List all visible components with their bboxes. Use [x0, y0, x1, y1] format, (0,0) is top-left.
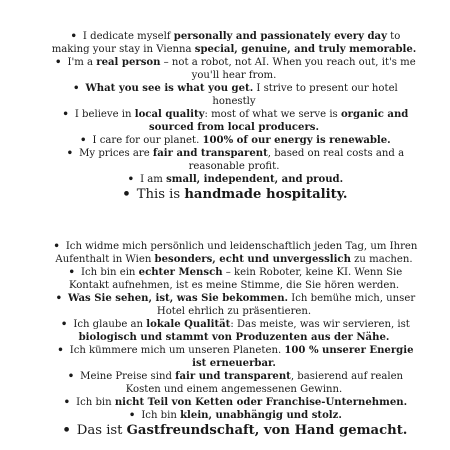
- body-text: I'm a: [67, 57, 97, 68]
- bullet-dot-icon: •: [62, 109, 69, 120]
- bullet-dot-icon: •: [55, 293, 63, 304]
- bullet-dot-icon: •: [60, 319, 68, 330]
- body-text: Meine Preise sind: [80, 371, 176, 382]
- bullet-item: [48, 240, 420, 266]
- bullet-item: [48, 396, 420, 409]
- bold-text: besonders, echt und unvergesslich: [154, 254, 351, 265]
- bold-text: lokale Qualität: [146, 319, 231, 330]
- body-text: Ich bin ein: [80, 267, 139, 278]
- bullet-item: [48, 318, 420, 344]
- english-bullet-list: [48, 30, 420, 203]
- bullet-dot-icon: •: [122, 187, 131, 202]
- bold-text: klein, unabhängig und stolz.: [180, 410, 342, 421]
- bold-text: What you see is what you get.: [85, 83, 254, 94]
- bullet-item: [48, 173, 420, 186]
- bullet-item: [48, 422, 420, 439]
- body-text: I strive to present our hotel honestly: [212, 83, 398, 107]
- bullet-dot-icon: •: [55, 57, 62, 68]
- german-bullet-list: [48, 240, 420, 439]
- body-text: I care for our planet.: [92, 135, 203, 146]
- bullet-dot-icon: •: [70, 31, 77, 42]
- bullet-item: [48, 344, 420, 370]
- bold-text: Gastfreundschaft, von Hand gemacht.: [126, 423, 408, 438]
- bullet-item: [48, 30, 420, 56]
- bullet-item: [48, 409, 420, 422]
- bold-text: personally and passionately every day: [173, 31, 387, 42]
- body-text: zu machen.: [350, 254, 413, 265]
- bullet-dot-icon: •: [68, 267, 75, 278]
- bullet-dot-icon: •: [128, 410, 136, 421]
- bullet-item: [48, 292, 420, 318]
- body-text: : most of what we serve is: [204, 109, 341, 120]
- bold-text: handmade hospitality.: [184, 187, 348, 202]
- bullet-item: [48, 134, 420, 147]
- body-text: My prices are: [79, 148, 153, 159]
- body-text: Das ist: [76, 423, 127, 438]
- body-text: I dedicate myself: [82, 31, 174, 42]
- bold-text: fair und transparent: [175, 371, 291, 382]
- body-text: – kein Roboter, keine KI. Wenn Sie Kontakt aufnehmen, ist es meine Stimme, die Sie hören werden.: [68, 267, 403, 291]
- body-text: Ich widme mich persönlich und leidenschaftlich jeden Tag, um Ihren Aufenthalt in Wien: [55, 241, 418, 265]
- body-text: , basierend auf realen Kosten und einem angemessenen Gewinn.: [125, 371, 404, 395]
- bold-text: Was Sie sehen, ist, was Sie bekommen.: [68, 293, 289, 304]
- bullet-dot-icon: •: [80, 135, 87, 146]
- body-text: I believe in: [74, 109, 135, 120]
- bullet-dot-icon: •: [63, 397, 71, 408]
- body-text: Ich bemühe mich, unser Hotel ehrlich zu präsentieren.: [156, 293, 416, 317]
- bullet-item: [48, 56, 420, 82]
- bold-text: real person: [96, 57, 161, 68]
- body-text: to making your stay in Vienna: [51, 31, 401, 55]
- bullet-item: [48, 147, 420, 173]
- bullet-dot-icon: •: [53, 241, 60, 252]
- bullet-dot-icon: •: [62, 423, 71, 438]
- bold-text: 100 % unserer Energie ist erneuerbar.: [192, 345, 414, 369]
- bold-text: biologisch und stammt von Produzenten aus der Nähe.: [78, 332, 390, 343]
- bullet-item: [48, 108, 420, 134]
- body-text: I am: [140, 174, 167, 185]
- bullet-item: [48, 186, 420, 203]
- body-text: – not a robot, not AI. When you reach out, it's me you'll hear from.: [160, 57, 416, 81]
- body-text: Ich bin: [141, 410, 181, 421]
- bullet-dot-icon: •: [67, 371, 75, 382]
- body-text: : Das meiste, was wir servieren, ist: [230, 319, 410, 330]
- body-text: Ich bin: [76, 397, 115, 408]
- body-text: Ich glaube an: [73, 319, 147, 330]
- bullet-dot-icon: •: [127, 174, 135, 185]
- bullet-item: [48, 82, 420, 108]
- bold-text: organic and sourced from local producers.: [149, 109, 409, 133]
- body-text: Ich kümmere mich um unseren Planeten.: [69, 345, 285, 356]
- body-text: This is: [136, 187, 185, 202]
- bullet-item: [48, 370, 420, 396]
- bold-text: echter Mensch: [138, 267, 223, 278]
- body-text: , based on real costs and a reasonable profit.: [188, 148, 405, 172]
- bold-text: small, independent, and proud.: [166, 174, 344, 185]
- bold-text: special, genuine, and truly memorable.: [194, 44, 417, 55]
- bold-text: local quality: [134, 109, 205, 120]
- bullet-dot-icon: •: [73, 83, 80, 94]
- bold-text: 100% of our energy is renewable.: [202, 135, 391, 146]
- bullet-dot-icon: •: [57, 345, 64, 356]
- bold-text: fair and transparent: [152, 148, 268, 159]
- bold-text: nicht Teil von Ketten oder Franchise-Unternehmen.: [114, 397, 408, 408]
- bullet-dot-icon: •: [66, 148, 74, 159]
- bullet-item: [48, 266, 420, 292]
